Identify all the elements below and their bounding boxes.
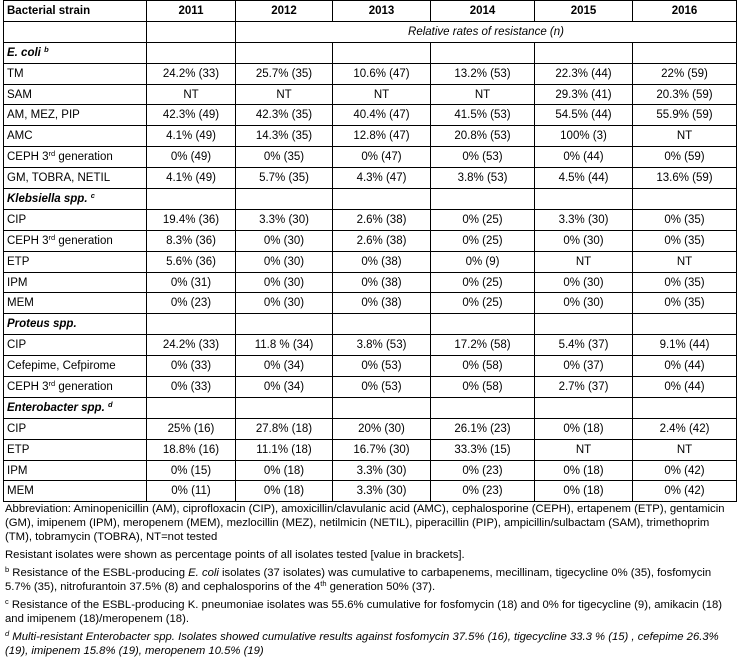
resistance-value: 0% (30): [236, 251, 333, 272]
resistance-value: 0% (30): [535, 272, 633, 293]
empty-cell: [633, 314, 737, 335]
resistance-value: NT: [431, 84, 535, 105]
resistance-value: 10.6% (47): [333, 63, 431, 84]
resistance-value: 3.8% (53): [333, 335, 431, 356]
section-name: Proteus spp.: [7, 318, 77, 331]
resistance-value: 54.5% (44): [535, 105, 633, 126]
resistance-value: 16.7% (30): [333, 439, 431, 460]
table-row: [4, 335, 737, 356]
empty-cell: [147, 42, 236, 63]
empty-cell: [535, 314, 633, 335]
resistance-value: 5.4% (37): [535, 335, 633, 356]
section-name: E. coli: [7, 46, 41, 59]
empty-cell: [633, 42, 737, 63]
empty-cell: [236, 42, 333, 63]
resistance-value: 5.6% (36): [147, 251, 236, 272]
resistance-value: 0% (9): [431, 251, 535, 272]
antibiotic-label: [4, 481, 147, 502]
footnotes: [5, 502, 733, 658]
antibiotic-label: [4, 230, 147, 251]
resistance-value: 0% (18): [236, 481, 333, 502]
resistance-value: 17.2% (58): [431, 335, 535, 356]
resistance-value: 0% (47): [333, 147, 431, 168]
resistance-value: 22% (59): [633, 63, 737, 84]
empty-cell: [236, 397, 333, 418]
antibiotic-name: GM, TOBRA, NETIL: [7, 172, 111, 185]
antibiotic-label: [4, 377, 147, 398]
resistance-value: NT: [633, 251, 737, 272]
resistance-value: NT: [333, 84, 431, 105]
resistance-value: 0% (15): [147, 460, 236, 481]
antibiotic-name: CEPH 3: [7, 380, 49, 393]
resistance-value: 22.3% (44): [535, 63, 633, 84]
section-footnote-mark: b: [44, 44, 49, 54]
strain-column-header: Bacterial strain: [4, 1, 147, 22]
antibiotic-name: CIP: [7, 339, 27, 352]
resistance-value: 20.3% (59): [633, 84, 737, 105]
resistance-value: 0% (23): [431, 481, 535, 502]
year-header: 2013: [333, 1, 431, 22]
antibiotic-label: [4, 84, 147, 105]
section-footnote-mark: c: [90, 190, 95, 200]
resistance-value: 0% (34): [236, 377, 333, 398]
resistance-value: 33.3% (15): [431, 439, 535, 460]
antibiotic-name-rest: generation: [55, 380, 113, 393]
resistance-value: 0% (42): [633, 481, 737, 502]
resistance-value: 0% (42): [633, 460, 737, 481]
resistance-value: 0% (30): [236, 272, 333, 293]
footnote-mark: d: [5, 629, 10, 639]
table-row: [4, 293, 737, 314]
resistance-value: 0% (23): [147, 293, 236, 314]
resistance-value: 0% (53): [431, 147, 535, 168]
resistance-value: 0% (30): [236, 230, 333, 251]
antibiotic-name: CEPH 3: [7, 151, 49, 164]
subheader-label: Relative rates of resistance (n): [236, 21, 737, 42]
resistance-value: 0% (33): [147, 356, 236, 377]
empty-cell: [333, 42, 431, 63]
section-name: Klebsiella spp.: [7, 192, 88, 205]
resistance-value: NT: [147, 84, 236, 105]
resistance-value: 41.5% (53): [431, 105, 535, 126]
footnote-c: [5, 598, 733, 626]
resistance-value: 42.3% (35): [236, 105, 333, 126]
year-header: 2016: [633, 1, 737, 22]
table-row: [4, 63, 737, 84]
resistance-value: NT: [535, 251, 633, 272]
empty-cell: [431, 397, 535, 418]
antibiotic-label: [4, 105, 147, 126]
ordinal-suffix: rd: [48, 232, 56, 242]
table-row: [4, 439, 737, 460]
resistance-value: 0% (18): [236, 460, 333, 481]
antibiotic-label: [4, 272, 147, 293]
resistance-value: 0% (25): [431, 293, 535, 314]
resistance-value: 0% (38): [333, 293, 431, 314]
resistance-value: 0% (25): [431, 209, 535, 230]
antibiotic-label: [4, 251, 147, 272]
antibiotic-label: [4, 356, 147, 377]
table-row: [4, 168, 737, 189]
antibiotic-name: AMC: [7, 130, 33, 143]
footnote-d: [5, 630, 733, 658]
resistance-value: 29.3% (41): [535, 84, 633, 105]
resistance-value: 0% (53): [333, 377, 431, 398]
section-row-klebsiella: [4, 189, 737, 210]
resistance-value: 5.7% (35): [236, 168, 333, 189]
resistance-value: 0% (38): [333, 251, 431, 272]
antibiotic-name: ETP: [7, 255, 30, 268]
resistance-value: 27.8% (18): [236, 418, 333, 439]
antibiotic-name: IPM: [7, 464, 28, 477]
empty-cell: [431, 42, 535, 63]
resistance-table: [3, 0, 737, 502]
resistance-value: 3.3% (30): [333, 460, 431, 481]
section-title: [4, 397, 147, 418]
resistance-value: 2.7% (37): [535, 377, 633, 398]
antibiotic-name: IPM: [7, 276, 28, 289]
year-header: 2014: [431, 1, 535, 22]
antibiotic-name: Cefepime, Cefpirome: [7, 360, 116, 373]
table-row: [4, 126, 737, 147]
resistance-value: 0% (35): [633, 209, 737, 230]
table-row: [4, 272, 737, 293]
resistance-value: 0% (53): [333, 356, 431, 377]
resistance-value: 9.1% (44): [633, 335, 737, 356]
section-title: [4, 189, 147, 210]
resistance-value: 100% (3): [535, 126, 633, 147]
resistance-value: 0% (35): [633, 293, 737, 314]
antibiotic-label: [4, 126, 147, 147]
empty-cell: [333, 189, 431, 210]
resistance-value: 0% (35): [633, 272, 737, 293]
ordinal-suffix: rd: [48, 149, 56, 159]
resistance-value: 0% (25): [431, 230, 535, 251]
resistant-note: Resistant isolates were shown as percentage points of all isolates tested [value in brackets].: [5, 549, 465, 562]
empty-cell: [535, 42, 633, 63]
resistance-value: 11.8 % (34): [236, 335, 333, 356]
antibiotic-name: ETP: [7, 443, 30, 456]
resistance-value: 0% (31): [147, 272, 236, 293]
resistance-value: 0% (59): [633, 147, 737, 168]
footnote-sup: th: [320, 579, 327, 589]
resistance-value: 0% (18): [535, 460, 633, 481]
resistance-value: 18.8% (16): [147, 439, 236, 460]
antibiotic-label: [4, 209, 147, 230]
resistance-value: 0% (25): [431, 272, 535, 293]
resistance-value: 2.6% (38): [333, 209, 431, 230]
year-header: 2015: [535, 1, 633, 22]
antibiotic-label: [4, 293, 147, 314]
empty-cell: [333, 397, 431, 418]
antibiotic-name-rest: generation: [55, 234, 113, 247]
table-row: [4, 418, 737, 439]
empty-cell: [633, 189, 737, 210]
resistance-value: 0% (44): [633, 356, 737, 377]
table-row: [4, 251, 737, 272]
subheader-spacer: [4, 21, 147, 42]
resistance-value: 4.5% (44): [535, 168, 633, 189]
resistance-value: 3.8% (53): [431, 168, 535, 189]
resistance-value: 4.1% (49): [147, 168, 236, 189]
resistance-value: 0% (44): [633, 377, 737, 398]
resistance-value: 8.3% (36): [147, 230, 236, 251]
table-row: [4, 209, 737, 230]
resistance-value: 40.4% (47): [333, 105, 431, 126]
antibiotic-name: CEPH 3: [7, 234, 49, 247]
resistance-value: 24.2% (33): [147, 335, 236, 356]
antibiotic-name: CIP: [7, 213, 27, 226]
resistance-value: NT: [535, 439, 633, 460]
resistance-value: 0% (23): [431, 460, 535, 481]
resistance-value: 25% (16): [147, 418, 236, 439]
section-row-proteus: [4, 314, 737, 335]
antibiotic-name: TM: [7, 67, 24, 80]
antibiotic-label: [4, 460, 147, 481]
empty-cell: [236, 314, 333, 335]
resistance-value: 0% (35): [236, 147, 333, 168]
resistance-value: 20% (30): [333, 418, 431, 439]
empty-cell: [333, 314, 431, 335]
antibiotic-label: [4, 168, 147, 189]
empty-cell: [236, 189, 333, 210]
antibiotic-label: [4, 335, 147, 356]
empty-cell: [431, 314, 535, 335]
footnote-text: Resistance of the ESBL-producing: [9, 567, 189, 580]
resistance-value: 0% (30): [236, 293, 333, 314]
antibiotic-label: [4, 63, 147, 84]
resistance-value: 2.4% (42): [633, 418, 737, 439]
resistance-value: NT: [633, 439, 737, 460]
empty-cell: [431, 189, 535, 210]
subheader-spacer: [147, 21, 236, 42]
empty-cell: [147, 397, 236, 418]
resistance-value: 0% (35): [633, 230, 737, 251]
resistance-value: 0% (30): [535, 293, 633, 314]
resistance-value: NT: [236, 84, 333, 105]
footnote-mark: c: [5, 597, 9, 607]
footnote-text: Resistance of the ESBL-producing K. pneumoniae isolates was 55.6% cumulative for fosfomycin (18) and 0% for tigecycline (9), amikacin (18) and imipenem (18)/meropenem (18).: [5, 599, 723, 626]
resistance-value: 14.3% (35): [236, 126, 333, 147]
footnote-text: isolates (37 isolates) was cumulative to carbapenems, mecillinam, tigecycline 0% (35), fosfomycin 5.7% (35), nitrofurantoin 37.5% (8) and cephalosporins of the 4: [5, 567, 712, 594]
resistance-value: 12.8% (47): [333, 126, 431, 147]
resistance-value: 4.1% (49): [147, 126, 236, 147]
section-name: Enterobacter spp.: [7, 401, 105, 414]
resistance-value: 0% (37): [535, 356, 633, 377]
abbreviation-note: Abbreviation: Aminopenicillin (AM), ciprofloxacin (CIP), amoxicillin/clavulanic acid (AMC), cephalosporine (CEPH), ertapenem (ETP), gentamicin (GM), imipenem (IPM), meropenem (MEM), mezlocillin (MEZ), netilmicin (NETIL), piperacillin (PIP), ampicillin/sulbactam (SAM), trimethoprim (TM), tobramycin (TOBRA), NT=not tested: [5, 503, 725, 544]
resistance-value: 0% (58): [431, 377, 535, 398]
resistance-value: 3.3% (30): [535, 209, 633, 230]
resistance-value: 2.6% (38): [333, 230, 431, 251]
antibiotic-name: CIP: [7, 422, 27, 435]
antibiotic-name: AM, MEZ, PIP: [7, 109, 80, 122]
resistance-value: 0% (30): [535, 230, 633, 251]
table-row: [4, 377, 737, 398]
footnote-text: generation 50% (37).: [326, 581, 436, 594]
resistance-value: 3.3% (30): [333, 481, 431, 502]
resistance-value: NT: [633, 126, 737, 147]
antibiotic-name: SAM: [7, 88, 32, 101]
resistance-value: 13.2% (53): [431, 63, 535, 84]
section-title: [4, 42, 147, 63]
table-row: [4, 105, 737, 126]
antibiotic-name: MEM: [7, 297, 34, 310]
resistance-value: 0% (58): [431, 356, 535, 377]
resistance-value: 0% (34): [236, 356, 333, 377]
table-row: [4, 84, 737, 105]
resistance-value: 13.6% (59): [633, 168, 737, 189]
header-row: [4, 1, 737, 22]
section-footnote-mark: d: [107, 399, 113, 409]
resistance-value: 20.8% (53): [431, 126, 535, 147]
resistance-value: 19.4% (36): [147, 209, 236, 230]
resistance-value: 24.2% (33): [147, 63, 236, 84]
empty-cell: [535, 189, 633, 210]
resistance-value: 0% (11): [147, 481, 236, 502]
antibiotic-label: [4, 147, 147, 168]
resistance-value: 4.3% (47): [333, 168, 431, 189]
section-row-ecoli: [4, 42, 737, 63]
empty-cell: [147, 189, 236, 210]
year-header: 2011: [147, 1, 236, 22]
resistance-value: 0% (18): [535, 481, 633, 502]
footnote-mark: b: [5, 565, 10, 575]
resistance-value: 0% (38): [333, 272, 431, 293]
resistance-value: 3.3% (30): [236, 209, 333, 230]
footnote-text: Multi-resistant Enterobacter spp. Isolates showed cumulative results against fosfomycin 37.5% (16), tigecycline 33.3 % (15) , cefepime 26.3% (19), imipenem 15.8% (19), meropenem 10.5% (19): [5, 631, 719, 658]
empty-cell: [147, 314, 236, 335]
table-row: [4, 460, 737, 481]
ordinal-suffix: rd: [48, 378, 56, 388]
footnote-organism: E. coli: [188, 567, 219, 580]
antibiotic-label: [4, 439, 147, 460]
table-row: [4, 481, 737, 502]
footnote-b: [5, 566, 733, 594]
resistance-value: 0% (44): [535, 147, 633, 168]
year-header: 2012: [236, 1, 333, 22]
resistance-value: 42.3% (49): [147, 105, 236, 126]
subheader-row: [4, 21, 737, 42]
section-row-enterobacter: [4, 397, 737, 418]
resistance-value: 0% (49): [147, 147, 236, 168]
resistance-value: 11.1% (18): [236, 439, 333, 460]
empty-cell: [633, 397, 737, 418]
resistance-value: 25.7% (35): [236, 63, 333, 84]
antibiotic-label: [4, 418, 147, 439]
section-title: [4, 314, 147, 335]
resistance-value: 26.1% (23): [431, 418, 535, 439]
table-row: [4, 356, 737, 377]
table-row: [4, 230, 737, 251]
table-row: [4, 147, 737, 168]
resistance-value: 0% (18): [535, 418, 633, 439]
empty-cell: [535, 397, 633, 418]
antibiotic-name: MEM: [7, 485, 34, 498]
resistance-value: 55.9% (59): [633, 105, 737, 126]
antibiotic-name-rest: generation: [55, 151, 113, 164]
resistance-value: 0% (33): [147, 377, 236, 398]
